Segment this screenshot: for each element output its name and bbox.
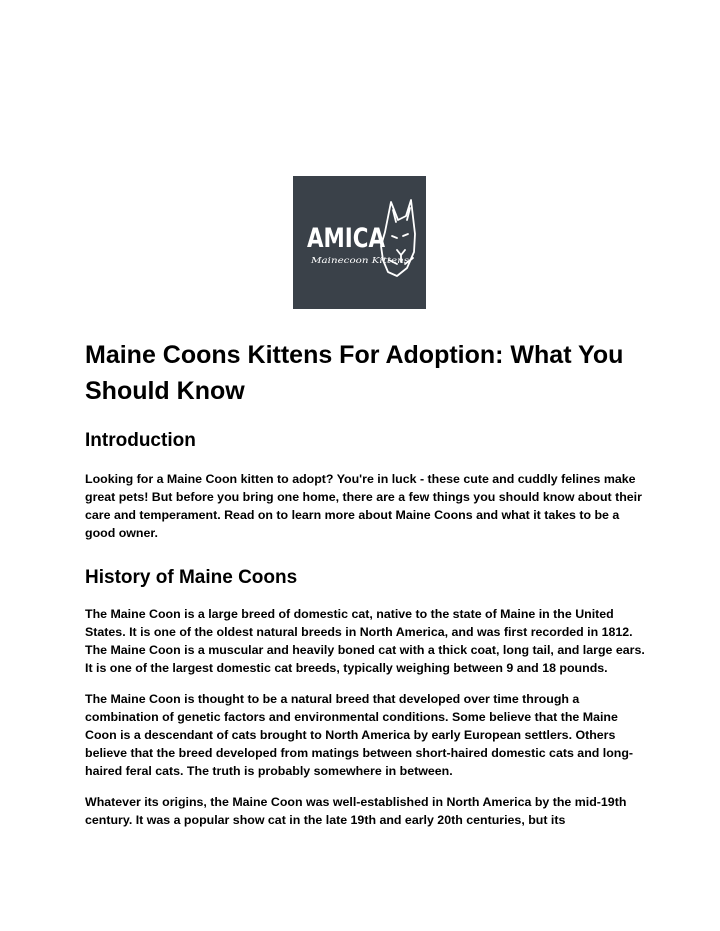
paragraph: The Maine Coon is thought to be a natural breed that developed over time through a combination of genetic factors and environmental conditions. Some believe that the Maine Coon is a descendant of cats brought to North America by early European settlers. Others believe that the breed developed from matings between short-haired domestic cats and long-haired feral cats. The truth is probably somewhere in between.: [85, 692, 634, 778]
brand-logo: [293, 176, 426, 309]
page-title: Maine Coons Kittens For Adoption: What You Should Know: [85, 341, 624, 405]
section-heading-introduction: Introduction: [85, 430, 196, 451]
paragraph: Looking for a Maine Coon kitten to adopt? You're in luck - these cute and cuddly felines make great pets! But before you bring one home, there are a few things you should know about their care and temperament. Read on to learn more about Maine Coons and what it takes to be a good owner.: [85, 472, 642, 540]
paragraph: The Maine Coon is a large breed of domestic cat, native to the state of Maine in the United States. It is one of the oldest natural breeds in North America, and was first recorded in 1812. The Maine Coon is a muscular and heavily boned cat with a thick coat, long tail, and large ears. It is one of the largest domestic cat breeds, typically weighing between 9 and 18 pounds.: [85, 607, 645, 675]
logo-brand-text: AMICA: [307, 223, 386, 254]
section-heading-history: History of Maine Coons: [85, 567, 298, 588]
logo-tagline-text: Mainecoon Kittens: [309, 256, 410, 266]
logo-graphic: [293, 176, 426, 309]
paragraph: Whatever its origins, the Maine Coon was well-established in North America by the mid-19th century. It was a popular show cat in the late 19th and early 20th centuries, but its: [85, 795, 627, 827]
article: [85, 337, 645, 829]
